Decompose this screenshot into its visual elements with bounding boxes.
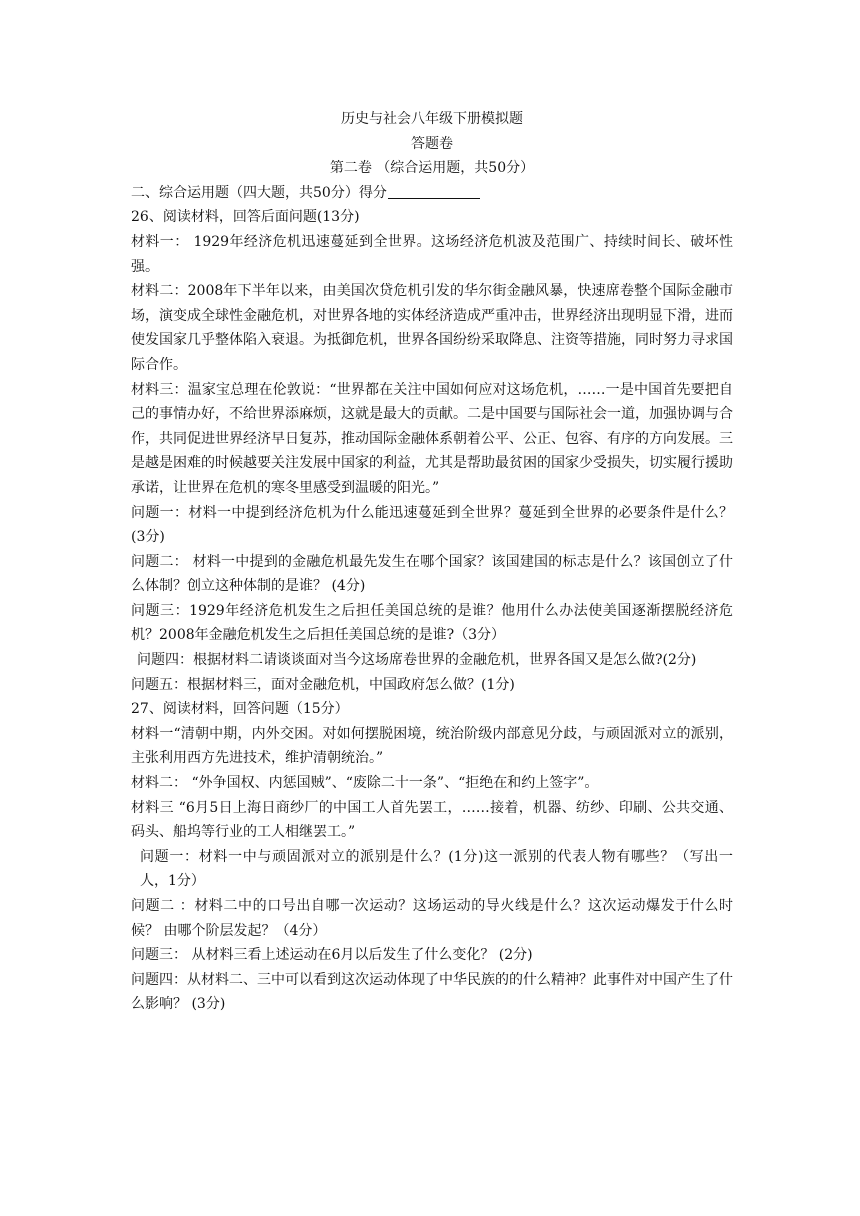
q27-question-4: 问题四：从材料二、三中可以看到这次运动体现了中华民族的的什么精神？此事件对中国产生了什么影响？ (3分) xyxy=(131,971,733,1013)
section-heading xyxy=(131,181,733,206)
score-blank[interactable] xyxy=(388,184,480,199)
q26-question-5: 问题五：根据材料三，面对金融危机，中国政府怎么做？(1分) xyxy=(131,676,515,693)
q26-question-3: 问题三：1929年经济危机发生之后担任美国总统的是谁？他用什么办法使美国逐渐摆脱经济危机？2008年金融危机发生之后担任美国总统的是谁?（3分） xyxy=(131,602,733,644)
q26-material-1: 材料一： 1929年经济危机迅速蔓延到全世界。这场经济危机波及范围广、持续时间长、破坏性强。 xyxy=(131,233,733,275)
q27-material-3: 材料三 “6月5日上海日商纱厂的中国工人首先罢工，……接着，机器、纺纱、印刷、公共交通、码头、船坞等行业的工人相继罢工。” xyxy=(131,799,733,841)
q26-question-4: 问题四：根据材料二请谈谈面对当今这场席卷世界的金融危机，世界各国又是怎么做?(2分) xyxy=(137,652,697,669)
q26-heading: 26、阅读材料，回答后面问题(13分) xyxy=(131,209,360,226)
answer-sheet xyxy=(131,107,733,1017)
q26-material-2: 材料二：2008年下半年以来，由美国次贷危机引发的华尔街金融风暴，快速席卷整个国际金融市场，演变成全球性金融危机，对世界各地的实体经济造成严重冲击，世界经济出现明显下滑，进而使发国家几乎整体陷入衰退。为抵御危机，世界各国纷纷采取降息、注资等措施，同时努力寻求国际合作。 xyxy=(131,283,733,373)
volume-heading: 第二卷 （综合运用题，共50分） xyxy=(329,160,535,177)
q27-material-1: 材料一“清朝中期，内外交困。对如何摆脱困境，统治阶级内部意见分歧，与顽固派对立的派别，主张利用西方先进技术，维护清朝统治。” xyxy=(131,725,733,767)
q27-heading: 27、阅读材料，回答问题（15分） xyxy=(131,701,349,718)
q27-question-3: 问题三： 从材料三看上述运动在6月以后发生了什么变化？ (2分) xyxy=(131,947,533,964)
q26-question-1: 问题一：材料一中提到经济危机为什么能迅速蔓延到全世界？蔓延到全世界的必要条件是什么？(3分) xyxy=(131,504,733,546)
q26-question-2: 问题二： 材料一中提到的金融危机最先发生在哪个国家？该国建国的标志是什么？该国创立了什么体制？创立这种体制的是谁？ (4分) xyxy=(131,553,733,595)
exam-title: 历史与社会八年级下册模拟题 xyxy=(341,111,523,127)
exam-subtitle: 答题卷 xyxy=(411,135,453,152)
q26-material-3: 材料三：温家宝总理在伦敦说：“世界都在关注中国如何应对这场危机，……一是中国首先要把自己的事情办好，不给世界添麻烦，这就是最大的贡献。二是中国要与国际社会一道，加强协调与合作，共同促进世界经济早日复苏，推动国际金融体系朝着公平、公正、包容、有序的方向发展。三是越是困难的时候越要关注发展中国家的利益，尤其是帮助最贫困的国家少受损失，切实履行援助承诺，让世界在危机的寒冬里感受到温暖的阳光。” xyxy=(131,381,733,496)
q27-question-1: 问题一：材料一中与顽固派对立的派别是什么？(1分)这一派别的代表人物有哪些？（写出一人，1分） xyxy=(140,848,733,890)
q27-material-2: 材料二： “外争国权、内惩国贼”、“废除二十一条”、“拒绝在和约上签字”。 xyxy=(131,775,599,792)
q27-question-2: 问题二 ：材料二中的口号出自哪一次运动？这场运动的导火线是什么？这次运动爆发于什么时候？ 由哪个阶层发起？（4分） xyxy=(131,898,733,939)
section-heading-text: 二、综合运用题（四大题，共50分）得分 xyxy=(131,184,387,201)
